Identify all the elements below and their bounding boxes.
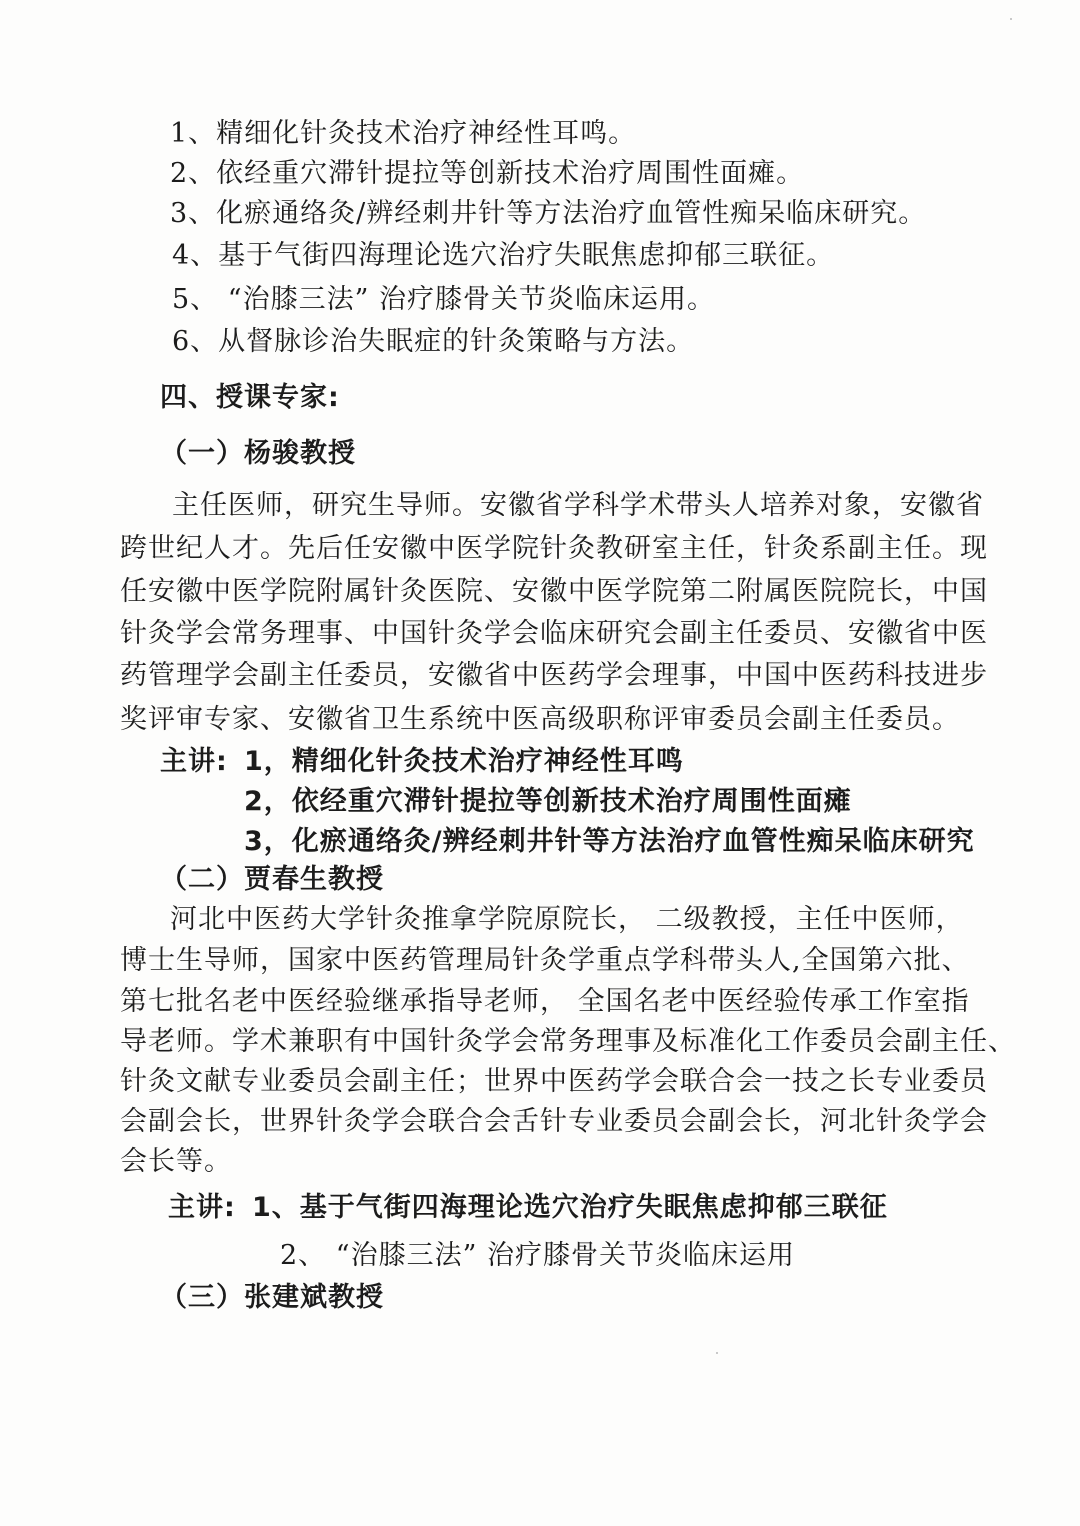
scan-speck <box>1010 18 1012 20</box>
topic-item-3: 3、化瘀通络灸/辨经刺井针等方法治疗血管性痴呆临床研究。 <box>170 198 927 229</box>
topic-item-4: 4、基于气街四海理论选穴治疗失眠焦虑抑郁三联征。 <box>172 240 835 271</box>
topic-item-2: 2、依经重穴滞针提拉等创新技术治疗周围性面瘫。 <box>170 158 805 189</box>
expert-2-bio-line: 博士生导师，国家中医药管理局针灸学重点学科带头人,全国第六批、 <box>120 945 970 976</box>
scan-speck <box>716 1352 718 1354</box>
expert-2-lecture-item: 1、基于气街四海理论选穴治疗失眠焦虑抑郁三联征 <box>252 1192 888 1223</box>
expert-2-lecture-label: 主讲: <box>168 1192 236 1223</box>
expert-1-bio-line: 奖评审专家、安徽省卫生系统中医高级职称评审委员会副主任委员。 <box>120 704 960 735</box>
expert-2-bio-line: 导老师。学术兼职有中国针灸学会常务理事及标准化工作委员会副主任、 <box>120 1026 1016 1057</box>
topic-item-6: 6、从督脉诊治失眠症的针灸策略与方法。 <box>172 326 695 357</box>
expert-1-bio-line: 针灸学会常务理事、中国针灸学会临床研究会副主任委员、安徽省中医 <box>120 618 988 649</box>
expert-1-heading: （一）杨骏教授 <box>160 438 356 469</box>
expert-2-heading: （二）贾春生教授 <box>160 864 384 895</box>
expert-1-bio-line: 主任医师，研究生导师。安徽省学科学术带头人培养对象，安徽省 <box>172 490 984 521</box>
expert-1-lecture-item: 1，精细化针灸技术治疗神经性耳鸣 <box>244 746 684 777</box>
expert-1-lecture-item: 3，化瘀通络灸/辨经刺井针等方法治疗血管性痴呆临床研究 <box>244 826 975 857</box>
expert-2-bio-line: 第七批名老中医经验继承指导老师， 全国名老中医经验传承工作室指 <box>120 986 970 1017</box>
expert-2-bio-line: 河北中医药大学针灸推拿学院原院长， 二级教授，主任中医师， <box>170 904 964 935</box>
expert-1-bio-line: 药管理学会副主任委员，安徽省中医药学会理事，中国中医药科技进步 <box>120 660 988 691</box>
expert-3-heading: （三）张建斌教授 <box>160 1282 384 1313</box>
expert-1-bio-line: 跨世纪人才。先后任安徽中医学院针灸教研室主任，针灸系副主任。现 <box>120 533 988 564</box>
expert-1-bio-line: 任安徽中医学院附属针灸医院、安徽中医学院第二附属医院院长，中国 <box>120 576 988 607</box>
expert-2-bio-line: 会长等。 <box>120 1146 232 1177</box>
section-title: 四、授课专家: <box>160 382 340 413</box>
expert-2-bio-line: 会副会长，世界针灸学会联合会舌针专业委员会副会长，河北针灸学会 <box>120 1106 988 1137</box>
expert-2-lecture-item: 2、 “治膝三法” 治疗膝骨关节炎临床运用 <box>280 1240 795 1271</box>
expert-2-bio-line: 针灸文献专业委员会副主任；世界中医药学会联合会一技之长专业委员 <box>120 1066 988 1097</box>
topic-item-5: 5、 “治膝三法” 治疗膝骨关节炎临床运用。 <box>172 284 715 315</box>
topic-item-1: 1、精细化针灸技术治疗神经性耳鸣。 <box>170 118 637 149</box>
expert-1-lecture-label: 主讲: <box>160 746 228 777</box>
expert-1-lecture-item: 2，依经重穴滞针提拉等创新技术治疗周围性面瘫 <box>244 786 852 817</box>
